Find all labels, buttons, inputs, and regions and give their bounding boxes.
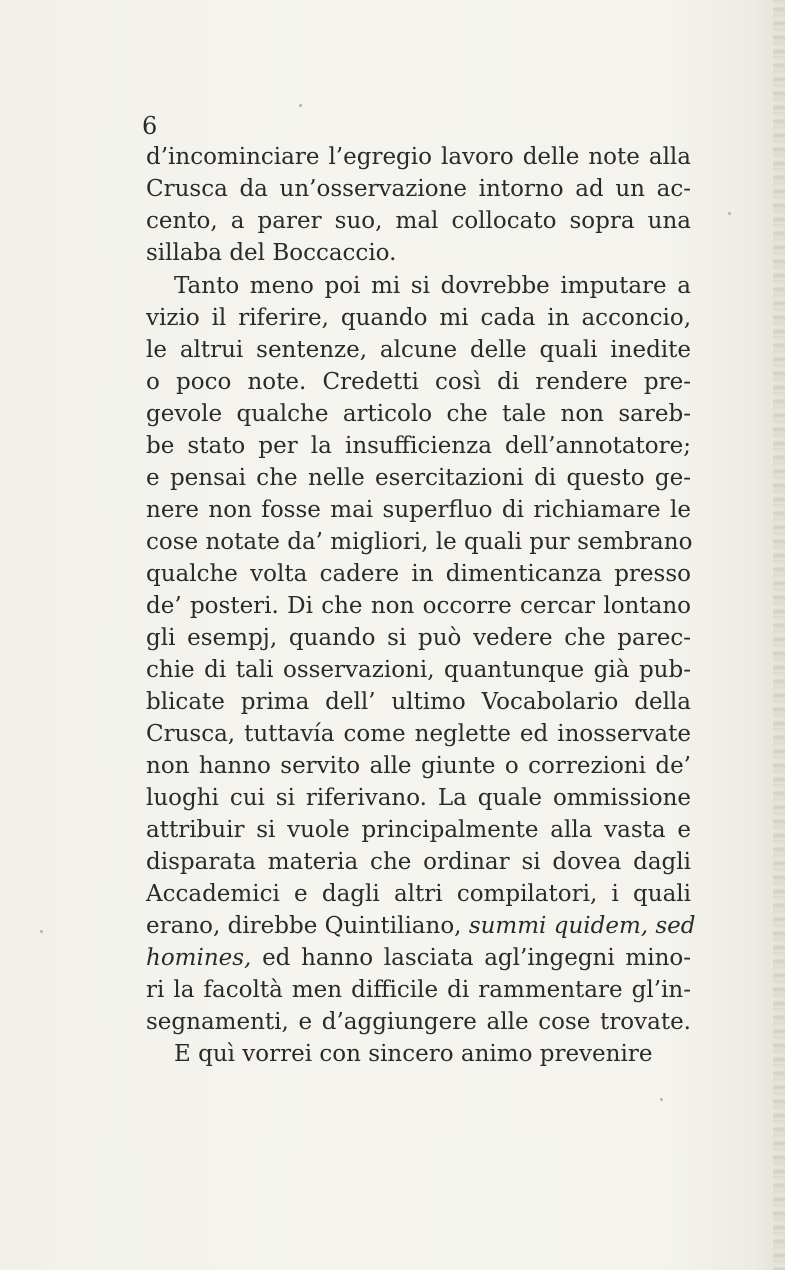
text-line: Crusca da un’osservazione intorno ad un ac- — [146, 176, 691, 202]
text-line: cento, a parer suo, mal collocato sopra una — [146, 208, 691, 234]
page-number: 6 — [142, 112, 158, 140]
text-line: d’incominciare l’egregio lavoro delle note alla — [146, 144, 691, 170]
text-line: Tanto meno poi mi si dovrebbe imputare a — [174, 273, 691, 299]
text-line: le altrui sentenze, alcune delle quali inedite — [146, 337, 691, 363]
text-line: E quì vorrei con sincero animo prevenire — [174, 1041, 653, 1067]
page-edge — [773, 0, 785, 1270]
text-segment: erano, direbbe Quintiliano, — [146, 913, 462, 939]
latin-quote: homines, — [146, 945, 252, 971]
text-line: ri la facoltà men difficile di rammentare gl’in- — [146, 977, 691, 1003]
text-line: o poco note. Credetti così di rendere pre- — [146, 369, 691, 395]
text-line: cose notate da’ migliori, le quali pur sembrano — [146, 529, 693, 555]
paper-speck — [40, 930, 43, 933]
text-line: qualche volta cadere in dimenticanza presso — [146, 561, 691, 587]
text-line: segnamenti, e d’aggiungere alle cose trovate. — [146, 1009, 691, 1035]
text-line: vizio il riferire, quando mi cada in acconcio, — [146, 305, 691, 331]
text-line: gli esempj, quando si può vedere che parec- — [146, 625, 691, 651]
text-line: non hanno servito alle giunte o correzioni de’ — [146, 753, 691, 779]
text-line: be stato per la insufficienza dell’annotatore; — [146, 433, 691, 459]
text-line: Crusca, tuttavía come neglette ed inosservate — [146, 721, 691, 747]
latin-quote: summi quidem, sed — [468, 913, 696, 939]
text-line: blicate prima dell’ ultimo Vocabolario della — [146, 689, 691, 715]
text-line: disparata materia che ordinar si dovea dagli — [146, 849, 691, 875]
text-line: chie di tali osservazioni, quantunque già pub- — [146, 657, 691, 683]
text-line: e pensai che nelle esercitazioni di questo ge- — [146, 465, 691, 491]
text-line: nere non fosse mai superfluo di richiamare le — [146, 497, 691, 523]
text-line: de’ posteri. Di che non occorre cercar lontano — [146, 593, 691, 619]
text-line: sillaba del Boccaccio. — [146, 240, 397, 266]
paper-speck — [299, 104, 302, 107]
text-segment: ed hanno lasciata agl’ingegni mino- — [262, 945, 691, 971]
text-line: Accademici e dagli altri compilatori, i quali — [146, 881, 691, 907]
text-line: gevole qualche articolo che tale non sareb- — [146, 401, 691, 427]
text-line: luoghi cui si riferivano. La quale ommissione — [146, 785, 691, 811]
text-line: attribuir si vuole principalmente alla vasta e — [146, 817, 691, 843]
paper-speck — [728, 212, 731, 215]
paper-speck — [660, 1098, 663, 1101]
text-line-italic-end — [146, 910, 696, 942]
text-line-italic-start — [146, 942, 691, 974]
